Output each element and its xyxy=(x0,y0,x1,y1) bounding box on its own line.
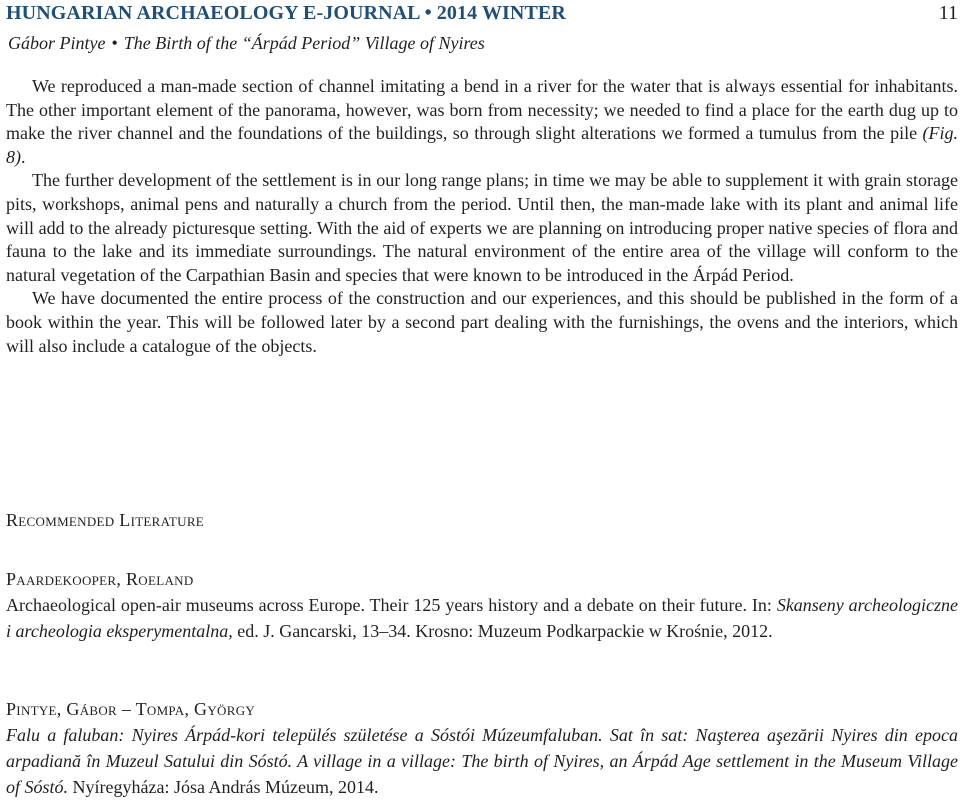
reference-publication: ed. J. Gancarski, 13–34. Krosno: Muzeum Podkarpackie w Krośnie, 2012. xyxy=(232,621,773,641)
paragraph-1-end: . xyxy=(21,146,26,167)
article-body xyxy=(6,75,958,358)
paragraph-3: We have documented the entire process of the construction and our experiences, and this should be published in the form of a book within the year. This will be followed later by a second part dealing with the furnishings, the ovens and the interiors, which will also include a catalogue of the objects. xyxy=(6,288,958,356)
byline-separator: • xyxy=(111,33,118,53)
journal-page xyxy=(6,0,958,802)
paragraph-2: The further development of the settlement is in our long range plans; in time we may be able to supplement it with grain storage pits, workshops, animal pens and naturally a church from the period. Until then, the man-made lake with its plant and animal life will add to the already picturesque setting. With the aid of experts we are planning on introducing proper native species of flora and fauna to the lake and its immediate surroundings. The natural environment of the entire area of the village will conform to the natural vegetation of the Carpathian Basin and species that were known to be introduced in the Árpád Period. xyxy=(6,170,958,285)
reference-entry xyxy=(6,566,958,644)
reference-title: Skanseny archeologiczne i archeologia eksperymentalna, xyxy=(6,595,958,641)
reference-text: Archaeological open-air museums across Europe. Their 125 years history and a debate on their future. In: xyxy=(6,595,777,615)
running-head xyxy=(6,2,958,28)
journal-title: HUNGARIAN ARCHAEOLOGY E-JOURNAL • 2014 WINTER xyxy=(6,2,566,24)
page-number: 11 xyxy=(938,2,958,24)
reference-citation xyxy=(6,592,958,644)
reference-publication: Nyíregyháza: Jósa András Múzeum, 2014. xyxy=(68,777,379,797)
paragraph-1-text: We reproduced a man-made section of channel imitating a bend in a river for the water that is always essential for inhabitants. The other important element of the panorama, however, was born from necessity; we needed to find a place for the earth dug up to make the river channel and the foundations of the buildings, so through slight alterations we formed a tumulus from the pile xyxy=(6,76,958,144)
reference-author: Paardekooper, Roeland xyxy=(6,569,194,589)
figure-reference[interactable]: (Fig. 8) xyxy=(6,123,958,167)
paragraph-1 xyxy=(6,75,958,169)
reference-entry xyxy=(6,696,958,800)
article-title: The Birth of the “Árpád Period” Village of Nyires xyxy=(123,33,485,53)
reference-title: Falu a faluban: Nyires Árpád-kori település születése a Sóstói Múzeumfaluban. Sat în sat: Naşterea aşezării Nyires din epoca arpadiană în Muzeul Satului din Sóstó. A village in a village: The birth of Nyires, an Árpád Age settlement in the Museum Village of Sóstó. xyxy=(6,725,958,797)
reference-citation xyxy=(6,722,958,800)
author-name: Gábor Pintye xyxy=(8,33,106,53)
recommended-literature-heading: Recommended Literature xyxy=(6,510,205,530)
reference-author: Pintye, Gábor – Tompa, György xyxy=(6,699,256,719)
article-byline xyxy=(8,33,485,54)
